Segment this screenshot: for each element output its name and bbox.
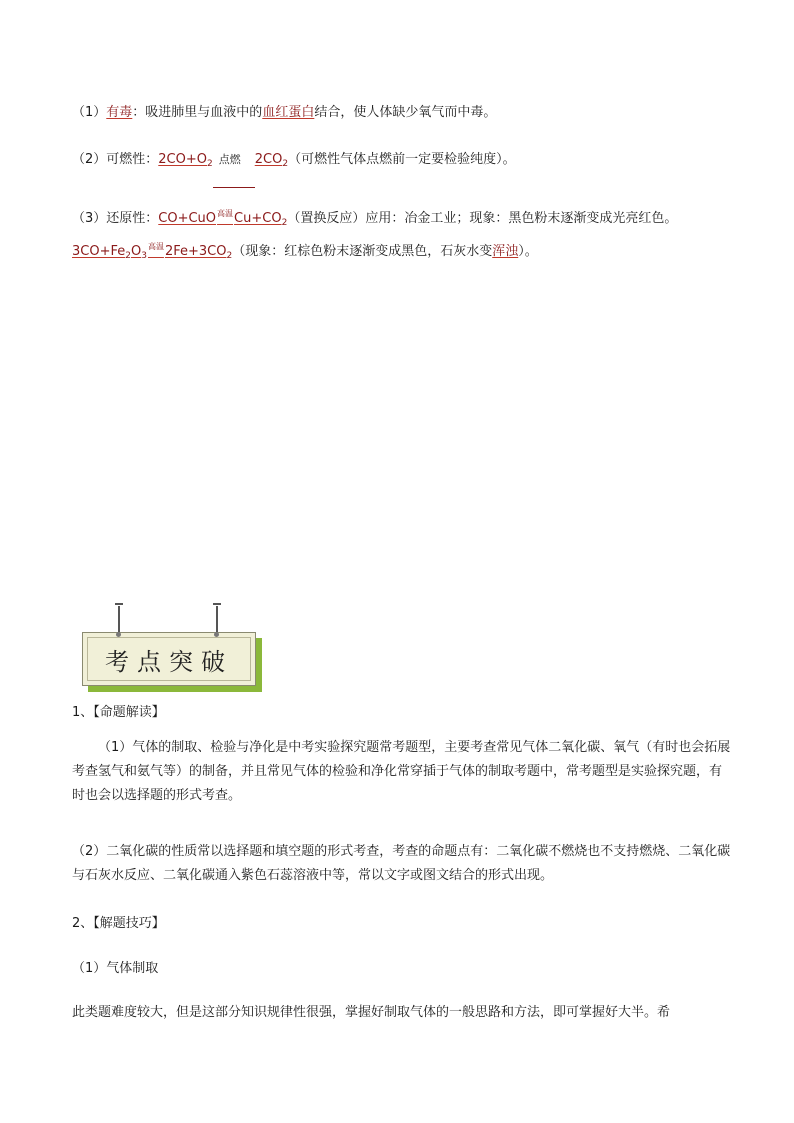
banner-knob-right [214,632,219,637]
paragraph-interpretation-2: （2）二氧化碳的性质常以选择题和填空题的形式考查，考查的命题点有：二氧化碳不燃烧也不支持燃烧、二氧化碳与石灰水反应、二氧化碳通入紫色石蕊溶液中等，常以文字或图文结合的形式出现。 [72,844,731,883]
term-turbid: 浑浊 [492,244,519,259]
iron-oxide-line: $3CO+Fe_2O_3^{高温}2Fe+3CO_2$（现象：红棕色粉末逐渐变成黑色，石灰水变浑浊）。 [72,242,538,261]
combustion-equation-left: $2CO+O_2$ [158,152,213,169]
combustion-equation-right: $2CO_2$ [254,152,289,169]
heading-interpretation: 1、【命题解读】 [72,705,165,720]
cuo-equation: $CO+CuO^{高温}Cu+CO_2$ [158,209,288,228]
subheading-gas-preparation: （1）气体制取 [72,961,159,976]
combustibility-line: （2）可燃性：$2CO+O_2$ 点燃 $2CO_2$（可燃性气体点燃前一定要检验纯度）。 [72,151,516,173]
paragraph-interpretation-1: （1）气体的制取、检验与净化是中考实验探究题常考题型，主要考查常见气体二氧化碳、氧气（有时也会拓展考查氢气和氨气等）的制备，并且常见气体的检验和净化常穿插于气体的制取考题中，常考题型是实验探究题，有时也会以选择题的形式考查。 [72,740,731,803]
section-banner [82,602,262,690]
heading-solving-tips: 2、【解题技巧】 [72,916,165,931]
banner-pin-right [216,606,218,634]
banner-knob-left [116,632,121,637]
banner-pin-left [118,606,120,634]
term-toxic: 有毒 [106,105,133,120]
toxicity-line: （1）有毒：吸进肺里与血液中的血红蛋白结合，使人体缺少氧气而中毒。 [72,105,497,120]
paragraph-gas-preparation: 此类题难度较大，但是这部分知识规律性很强，掌握好制取气体的一般思路和方法，即可掌握好大半。希 [72,1005,671,1020]
term-hemoglobin: 血红蛋白 [262,105,315,120]
fe2o3-equation: $3CO+Fe_2O_3^{高温}2Fe+3CO_2$ [72,242,233,261]
banner-title: 考点突破 [87,637,251,681]
reducibility-line: （3）还原性：$CO+CuO^{高温}Cu+CO_2$（置换反应）应用：冶金工业；现象：黑色粉末逐渐变成光亮红色。 [72,209,678,228]
banner-plate [82,632,256,686]
